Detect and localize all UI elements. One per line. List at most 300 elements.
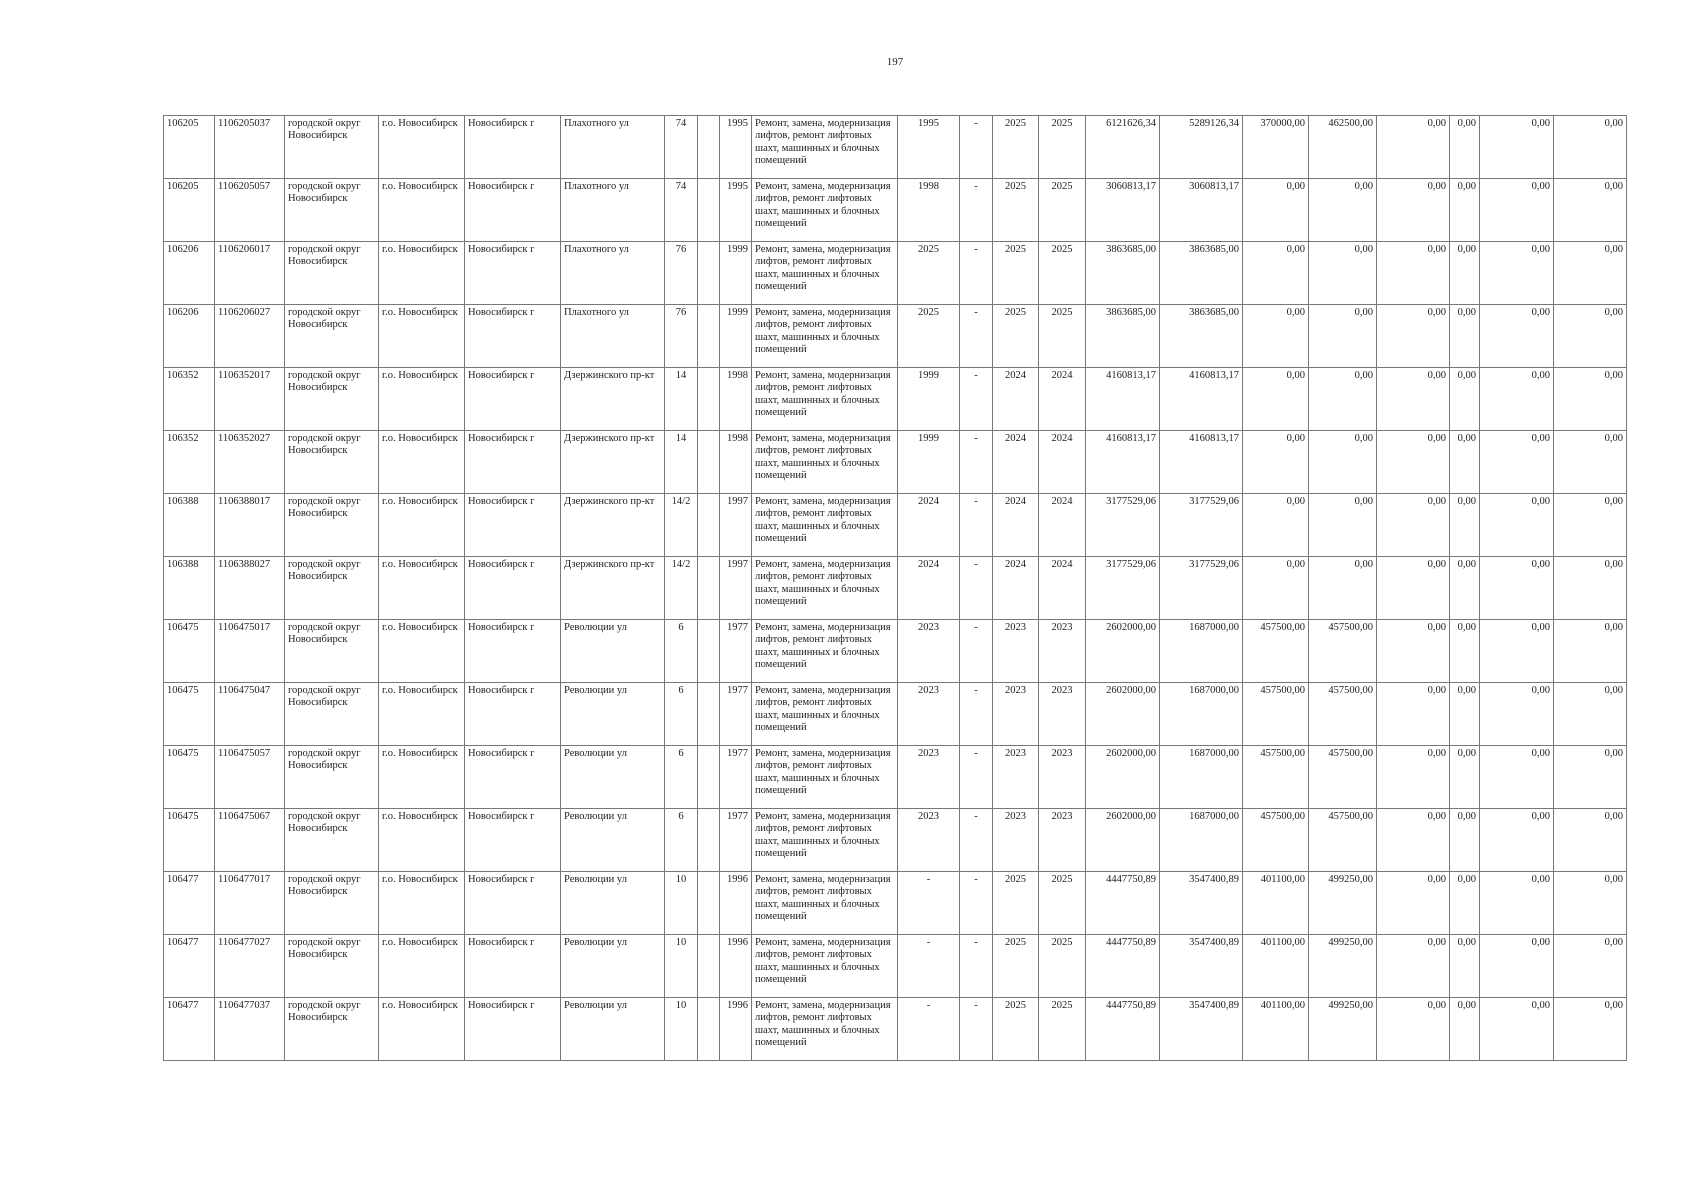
cell-plan-year-end: 2025 xyxy=(1039,872,1086,935)
page-number: 197 xyxy=(886,56,904,68)
cell-municipality: городской округ Новосибирск xyxy=(285,242,379,305)
cell-building xyxy=(698,809,720,872)
cell-street: Революции ул xyxy=(561,809,665,872)
cell-cost-local: 0,00 xyxy=(1450,620,1480,683)
cell-district: г.о. Новосибирск xyxy=(379,746,465,809)
cell-municipality: городской округ Новосибирск xyxy=(285,872,379,935)
cell-district: г.о. Новосибирск xyxy=(379,683,465,746)
cell-cost-other: 0,00 xyxy=(1480,305,1554,368)
cell-building xyxy=(698,557,720,620)
cell-cost-local: 0,00 xyxy=(1450,368,1480,431)
cell-year-overhaul: - xyxy=(960,431,993,494)
cell-year-commissioning: 2023 xyxy=(898,746,960,809)
cell-object-code: 1106206027 xyxy=(215,305,285,368)
cell-cost-budget: 457500,00 xyxy=(1309,809,1377,872)
cell-cost-fund: 3177529,06 xyxy=(1160,494,1243,557)
cell-cost-other: 0,00 xyxy=(1480,494,1554,557)
cell-cost-budget: 462500,00 xyxy=(1309,116,1377,179)
cell-cost-other: 0,00 xyxy=(1480,242,1554,305)
cell-cost-owners: 0,00 xyxy=(1243,368,1309,431)
cell-cost-budget: 457500,00 xyxy=(1309,683,1377,746)
cell-plan-year-start: 2025 xyxy=(993,305,1039,368)
cell-total-cost: 3177529,06 xyxy=(1086,494,1160,557)
cell-year-overhaul: - xyxy=(960,683,993,746)
cell-municipality: городской округ Новосибирск xyxy=(285,620,379,683)
cell-cost-owners: 0,00 xyxy=(1243,242,1309,305)
cell-work-type: Ремонт, замена, модернизация лифтов, ремонт лифтовых шахт, машинных и блочных помещений xyxy=(752,557,898,620)
cell-year-built: 1999 xyxy=(720,305,752,368)
cell-house-number: 6 xyxy=(665,809,698,872)
cell-cost-other: 0,00 xyxy=(1480,683,1554,746)
registry-body xyxy=(164,116,1627,1061)
cell-cost-regional: 0,00 xyxy=(1377,746,1450,809)
cell-cost-extra: 0,00 xyxy=(1554,557,1627,620)
cell-row-id: 106475 xyxy=(164,809,215,872)
cell-cost-extra: 0,00 xyxy=(1554,368,1627,431)
cell-cost-fund: 1687000,00 xyxy=(1160,809,1243,872)
cell-cost-budget: 0,00 xyxy=(1309,431,1377,494)
cell-cost-regional: 0,00 xyxy=(1377,998,1450,1061)
cell-cost-extra: 0,00 xyxy=(1554,431,1627,494)
cell-row-id: 106475 xyxy=(164,620,215,683)
cell-year-commissioning: 2025 xyxy=(898,242,960,305)
cell-municipality: городской округ Новосибирск xyxy=(285,116,379,179)
cell-plan-year-end: 2025 xyxy=(1039,179,1086,242)
cell-total-cost: 2602000,00 xyxy=(1086,809,1160,872)
cell-year-commissioning: 2023 xyxy=(898,620,960,683)
cell-work-type: Ремонт, замена, модернизация лифтов, ремонт лифтовых шахт, машинных и блочных помещений xyxy=(752,368,898,431)
cell-district: г.о. Новосибирск xyxy=(379,935,465,998)
cell-district: г.о. Новосибирск xyxy=(379,809,465,872)
cell-cost-local: 0,00 xyxy=(1450,809,1480,872)
cell-cost-fund: 3863685,00 xyxy=(1160,242,1243,305)
table-row xyxy=(164,305,1627,368)
table-row xyxy=(164,683,1627,746)
cell-cost-fund: 4160813,17 xyxy=(1160,431,1243,494)
cell-cost-regional: 0,00 xyxy=(1377,935,1450,998)
cell-total-cost: 3863685,00 xyxy=(1086,242,1160,305)
cell-building xyxy=(698,242,720,305)
cell-cost-regional: 0,00 xyxy=(1377,242,1450,305)
cell-house-number: 74 xyxy=(665,179,698,242)
cell-year-built: 1997 xyxy=(720,557,752,620)
cell-settlement: Новосибирск г xyxy=(465,935,561,998)
cell-cost-extra: 0,00 xyxy=(1554,116,1627,179)
cell-row-id: 106205 xyxy=(164,116,215,179)
cell-cost-owners: 0,00 xyxy=(1243,557,1309,620)
cell-settlement: Новосибирск г xyxy=(465,116,561,179)
cell-object-code: 1106477017 xyxy=(215,872,285,935)
table-row xyxy=(164,746,1627,809)
cell-municipality: городской округ Новосибирск xyxy=(285,494,379,557)
cell-house-number: 6 xyxy=(665,683,698,746)
cell-cost-other: 0,00 xyxy=(1480,368,1554,431)
cell-cost-owners: 0,00 xyxy=(1243,305,1309,368)
cell-work-type: Ремонт, замена, модернизация лифтов, ремонт лифтовых шахт, машинных и блочных помещений xyxy=(752,620,898,683)
cell-year-built: 1996 xyxy=(720,935,752,998)
cell-plan-year-end: 2024 xyxy=(1039,368,1086,431)
table-row xyxy=(164,557,1627,620)
cell-settlement: Новосибирск г xyxy=(465,431,561,494)
cell-work-type: Ремонт, замена, модернизация лифтов, ремонт лифтовых шахт, машинных и блочных помещений xyxy=(752,683,898,746)
cell-cost-regional: 0,00 xyxy=(1377,116,1450,179)
cell-cost-local: 0,00 xyxy=(1450,998,1480,1061)
cell-house-number: 10 xyxy=(665,998,698,1061)
cell-plan-year-end: 2025 xyxy=(1039,998,1086,1061)
cell-object-code: 1106352017 xyxy=(215,368,285,431)
cell-street: Революции ул xyxy=(561,620,665,683)
cell-cost-budget: 0,00 xyxy=(1309,242,1377,305)
cell-cost-fund: 5289126,34 xyxy=(1160,116,1243,179)
cell-district: г.о. Новосибирск xyxy=(379,557,465,620)
cell-year-commissioning: - xyxy=(898,998,960,1061)
cell-work-type: Ремонт, замена, модернизация лифтов, ремонт лифтовых шахт, машинных и блочных помещений xyxy=(752,746,898,809)
cell-cost-local: 0,00 xyxy=(1450,431,1480,494)
cell-object-code: 1106205057 xyxy=(215,179,285,242)
cell-plan-year-end: 2024 xyxy=(1039,431,1086,494)
cell-cost-budget: 0,00 xyxy=(1309,368,1377,431)
cell-cost-other: 0,00 xyxy=(1480,116,1554,179)
cell-cost-budget: 0,00 xyxy=(1309,494,1377,557)
cell-year-overhaul: - xyxy=(960,809,993,872)
cell-work-type: Ремонт, замена, модернизация лифтов, ремонт лифтовых шахт, машинных и блочных помещений xyxy=(752,935,898,998)
cell-object-code: 1106475047 xyxy=(215,683,285,746)
cell-cost-other: 0,00 xyxy=(1480,557,1554,620)
cell-plan-year-end: 2025 xyxy=(1039,935,1086,998)
cell-cost-fund: 3060813,17 xyxy=(1160,179,1243,242)
cell-cost-owners: 370000,00 xyxy=(1243,116,1309,179)
cell-municipality: городской округ Новосибирск xyxy=(285,431,379,494)
cell-plan-year-end: 2024 xyxy=(1039,557,1086,620)
cell-year-built: 1997 xyxy=(720,494,752,557)
cell-year-built: 1996 xyxy=(720,998,752,1061)
cell-cost-budget: 0,00 xyxy=(1309,179,1377,242)
cell-cost-owners: 457500,00 xyxy=(1243,809,1309,872)
cell-object-code: 1106475067 xyxy=(215,809,285,872)
cell-total-cost: 4447750,89 xyxy=(1086,872,1160,935)
cell-year-overhaul: - xyxy=(960,620,993,683)
cell-work-type: Ремонт, замена, модернизация лифтов, ремонт лифтовых шахт, машинных и блочных помещений xyxy=(752,872,898,935)
cell-row-id: 106352 xyxy=(164,368,215,431)
cell-street: Революции ул xyxy=(561,935,665,998)
cell-plan-year-start: 2023 xyxy=(993,809,1039,872)
cell-district: г.о. Новосибирск xyxy=(379,494,465,557)
cell-district: г.о. Новосибирск xyxy=(379,242,465,305)
cell-settlement: Новосибирск г xyxy=(465,494,561,557)
cell-district: г.о. Новосибирск xyxy=(379,872,465,935)
cell-row-id: 106352 xyxy=(164,431,215,494)
table-row xyxy=(164,368,1627,431)
cell-cost-budget: 499250,00 xyxy=(1309,935,1377,998)
cell-cost-local: 0,00 xyxy=(1450,935,1480,998)
cell-cost-extra: 0,00 xyxy=(1554,683,1627,746)
cell-cost-budget: 0,00 xyxy=(1309,557,1377,620)
cell-plan-year-start: 2025 xyxy=(993,242,1039,305)
cell-cost-local: 0,00 xyxy=(1450,746,1480,809)
cell-object-code: 1106477037 xyxy=(215,998,285,1061)
cell-total-cost: 3863685,00 xyxy=(1086,305,1160,368)
cell-row-id: 106206 xyxy=(164,242,215,305)
cell-cost-other: 0,00 xyxy=(1480,998,1554,1061)
cell-cost-owners: 457500,00 xyxy=(1243,683,1309,746)
cell-municipality: городской округ Новосибирск xyxy=(285,557,379,620)
cell-total-cost: 2602000,00 xyxy=(1086,683,1160,746)
cell-cost-budget: 499250,00 xyxy=(1309,998,1377,1061)
cell-year-built: 1995 xyxy=(720,116,752,179)
cell-street: Плахотного ул xyxy=(561,116,665,179)
cell-cost-local: 0,00 xyxy=(1450,305,1480,368)
cell-settlement: Новосибирск г xyxy=(465,746,561,809)
cell-row-id: 106475 xyxy=(164,683,215,746)
cell-year-commissioning: 1999 xyxy=(898,431,960,494)
cell-settlement: Новосибирск г xyxy=(465,620,561,683)
cell-cost-extra: 0,00 xyxy=(1554,305,1627,368)
cell-row-id: 106388 xyxy=(164,557,215,620)
cell-year-built: 1996 xyxy=(720,872,752,935)
cell-plan-year-end: 2023 xyxy=(1039,809,1086,872)
cell-municipality: городской округ Новосибирск xyxy=(285,998,379,1061)
cell-street: Революции ул xyxy=(561,746,665,809)
cell-cost-fund: 3863685,00 xyxy=(1160,305,1243,368)
cell-street: Революции ул xyxy=(561,872,665,935)
cell-plan-year-start: 2025 xyxy=(993,179,1039,242)
cell-district: г.о. Новосибирск xyxy=(379,368,465,431)
cell-cost-other: 0,00 xyxy=(1480,179,1554,242)
cell-cost-regional: 0,00 xyxy=(1377,872,1450,935)
cell-cost-owners: 401100,00 xyxy=(1243,935,1309,998)
cell-district: г.о. Новосибирск xyxy=(379,998,465,1061)
cell-settlement: Новосибирск г xyxy=(465,998,561,1061)
cell-municipality: городской округ Новосибирск xyxy=(285,935,379,998)
cell-plan-year-start: 2025 xyxy=(993,116,1039,179)
cell-settlement: Новосибирск г xyxy=(465,305,561,368)
cell-building xyxy=(698,746,720,809)
table-row xyxy=(164,494,1627,557)
table-row xyxy=(164,998,1627,1061)
cell-settlement: Новосибирск г xyxy=(465,683,561,746)
cell-cost-other: 0,00 xyxy=(1480,431,1554,494)
cell-year-built: 1998 xyxy=(720,431,752,494)
cell-street: Революции ул xyxy=(561,683,665,746)
cell-cost-regional: 0,00 xyxy=(1377,494,1450,557)
cell-municipality: городской округ Новосибирск xyxy=(285,683,379,746)
cell-street: Дзержинского пр-кт xyxy=(561,368,665,431)
cell-cost-other: 0,00 xyxy=(1480,935,1554,998)
cell-object-code: 1106206017 xyxy=(215,242,285,305)
cell-work-type: Ремонт, замена, модернизация лифтов, ремонт лифтовых шахт, машинных и блочных помещений xyxy=(752,494,898,557)
cell-work-type: Ремонт, замена, модернизация лифтов, ремонт лифтовых шахт, машинных и блочных помещений xyxy=(752,431,898,494)
cell-plan-year-end: 2024 xyxy=(1039,494,1086,557)
cell-cost-budget: 457500,00 xyxy=(1309,746,1377,809)
cell-district: г.о. Новосибирск xyxy=(379,305,465,368)
cell-cost-local: 0,00 xyxy=(1450,557,1480,620)
cell-cost-extra: 0,00 xyxy=(1554,746,1627,809)
cell-year-commissioning: 2024 xyxy=(898,557,960,620)
cell-year-commissioning: 2023 xyxy=(898,809,960,872)
cell-street: Дзержинского пр-кт xyxy=(561,494,665,557)
cell-house-number: 76 xyxy=(665,305,698,368)
cell-building xyxy=(698,998,720,1061)
cell-building xyxy=(698,179,720,242)
cell-year-built: 1998 xyxy=(720,368,752,431)
cell-municipality: городской округ Новосибирск xyxy=(285,746,379,809)
cell-settlement: Новосибирск г xyxy=(465,809,561,872)
cell-building xyxy=(698,935,720,998)
table-row xyxy=(164,809,1627,872)
cell-cost-other: 0,00 xyxy=(1480,746,1554,809)
cell-plan-year-start: 2025 xyxy=(993,998,1039,1061)
cell-street: Плахотного ул xyxy=(561,305,665,368)
cell-street: Революции ул xyxy=(561,998,665,1061)
cell-house-number: 6 xyxy=(665,620,698,683)
cell-plan-year-start: 2023 xyxy=(993,683,1039,746)
cell-building xyxy=(698,431,720,494)
cell-row-id: 106475 xyxy=(164,746,215,809)
cell-cost-extra: 0,00 xyxy=(1554,809,1627,872)
cell-cost-regional: 0,00 xyxy=(1377,557,1450,620)
cell-settlement: Новосибирск г xyxy=(465,242,561,305)
cell-cost-extra: 0,00 xyxy=(1554,179,1627,242)
cell-cost-fund: 1687000,00 xyxy=(1160,620,1243,683)
cell-row-id: 106206 xyxy=(164,305,215,368)
cell-cost-local: 0,00 xyxy=(1450,242,1480,305)
cell-plan-year-end: 2023 xyxy=(1039,683,1086,746)
cell-object-code: 1106477027 xyxy=(215,935,285,998)
cell-total-cost: 3060813,17 xyxy=(1086,179,1160,242)
cell-plan-year-start: 2023 xyxy=(993,746,1039,809)
cell-year-overhaul: - xyxy=(960,116,993,179)
cell-building xyxy=(698,872,720,935)
cell-year-built: 1977 xyxy=(720,809,752,872)
cell-work-type: Ремонт, замена, модернизация лифтов, ремонт лифтовых шахт, машинных и блочных помещений xyxy=(752,242,898,305)
cell-cost-fund: 3547400,89 xyxy=(1160,935,1243,998)
cell-cost-extra: 0,00 xyxy=(1554,935,1627,998)
cell-cost-fund: 3177529,06 xyxy=(1160,557,1243,620)
cell-house-number: 74 xyxy=(665,116,698,179)
cell-cost-local: 0,00 xyxy=(1450,494,1480,557)
cell-building xyxy=(698,620,720,683)
cell-year-built: 1977 xyxy=(720,620,752,683)
cell-cost-owners: 0,00 xyxy=(1243,179,1309,242)
cell-year-built: 1977 xyxy=(720,683,752,746)
cell-row-id: 106477 xyxy=(164,935,215,998)
cell-house-number: 76 xyxy=(665,242,698,305)
cell-year-overhaul: - xyxy=(960,242,993,305)
table-row xyxy=(164,431,1627,494)
cell-cost-fund: 1687000,00 xyxy=(1160,746,1243,809)
cell-cost-fund: 3547400,89 xyxy=(1160,998,1243,1061)
cell-cost-local: 0,00 xyxy=(1450,872,1480,935)
cell-building xyxy=(698,305,720,368)
cell-house-number: 10 xyxy=(665,935,698,998)
cell-municipality: городской округ Новосибирск xyxy=(285,809,379,872)
cell-total-cost: 4447750,89 xyxy=(1086,935,1160,998)
cell-cost-owners: 457500,00 xyxy=(1243,620,1309,683)
cell-plan-year-start: 2024 xyxy=(993,368,1039,431)
table-row xyxy=(164,620,1627,683)
cell-year-overhaul: - xyxy=(960,998,993,1061)
cell-cost-fund: 1687000,00 xyxy=(1160,683,1243,746)
cell-cost-owners: 457500,00 xyxy=(1243,746,1309,809)
cell-year-commissioning: 2023 xyxy=(898,683,960,746)
cell-work-type: Ремонт, замена, модернизация лифтов, ремонт лифтовых шахт, машинных и блочных помещений xyxy=(752,809,898,872)
cell-row-id: 106388 xyxy=(164,494,215,557)
table-row xyxy=(164,935,1627,998)
cell-cost-owners: 401100,00 xyxy=(1243,998,1309,1061)
cell-row-id: 106477 xyxy=(164,872,215,935)
cell-total-cost: 6121626,34 xyxy=(1086,116,1160,179)
cell-year-built: 1977 xyxy=(720,746,752,809)
cell-municipality: городской округ Новосибирск xyxy=(285,368,379,431)
cell-cost-extra: 0,00 xyxy=(1554,494,1627,557)
cell-work-type: Ремонт, замена, модернизация лифтов, ремонт лифтовых шахт, машинных и блочных помещений xyxy=(752,116,898,179)
cell-cost-extra: 0,00 xyxy=(1554,242,1627,305)
cell-cost-regional: 0,00 xyxy=(1377,431,1450,494)
table-row xyxy=(164,872,1627,935)
table-row xyxy=(164,116,1627,179)
cell-year-commissioning: 2024 xyxy=(898,494,960,557)
cell-plan-year-end: 2025 xyxy=(1039,116,1086,179)
cell-row-id: 106477 xyxy=(164,998,215,1061)
cell-street: Дзержинского пр-кт xyxy=(561,431,665,494)
cell-cost-regional: 0,00 xyxy=(1377,368,1450,431)
cell-total-cost: 3177529,06 xyxy=(1086,557,1160,620)
cell-year-overhaul: - xyxy=(960,368,993,431)
cell-year-commissioning: - xyxy=(898,935,960,998)
cell-building xyxy=(698,116,720,179)
cell-district: г.о. Новосибирск xyxy=(379,431,465,494)
cell-row-id: 106205 xyxy=(164,179,215,242)
cell-plan-year-start: 2024 xyxy=(993,557,1039,620)
cell-object-code: 1106352027 xyxy=(215,431,285,494)
cell-object-code: 1106475057 xyxy=(215,746,285,809)
cell-object-code: 1106475017 xyxy=(215,620,285,683)
cell-year-commissioning: 1999 xyxy=(898,368,960,431)
cell-object-code: 1106388017 xyxy=(215,494,285,557)
cell-municipality: городской округ Новосибирск xyxy=(285,305,379,368)
cell-plan-year-end: 2023 xyxy=(1039,620,1086,683)
cell-district: г.о. Новосибирск xyxy=(379,620,465,683)
cell-settlement: Новосибирск г xyxy=(465,368,561,431)
cell-plan-year-start: 2023 xyxy=(993,620,1039,683)
table-row xyxy=(164,242,1627,305)
cell-house-number: 6 xyxy=(665,746,698,809)
cell-settlement: Новосибирск г xyxy=(465,557,561,620)
cell-cost-owners: 0,00 xyxy=(1243,431,1309,494)
cell-cost-regional: 0,00 xyxy=(1377,620,1450,683)
cell-cost-regional: 0,00 xyxy=(1377,809,1450,872)
cell-total-cost: 4160813,17 xyxy=(1086,368,1160,431)
cell-work-type: Ремонт, замена, модернизация лифтов, ремонт лифтовых шахт, машинных и блочных помещений xyxy=(752,179,898,242)
cell-cost-local: 0,00 xyxy=(1450,116,1480,179)
cell-cost-budget: 457500,00 xyxy=(1309,620,1377,683)
cell-cost-local: 0,00 xyxy=(1450,179,1480,242)
cell-plan-year-start: 2024 xyxy=(993,431,1039,494)
cell-year-commissioning: 2025 xyxy=(898,305,960,368)
cell-cost-extra: 0,00 xyxy=(1554,620,1627,683)
cell-year-overhaul: - xyxy=(960,494,993,557)
cell-cost-fund: 4160813,17 xyxy=(1160,368,1243,431)
cell-cost-other: 0,00 xyxy=(1480,872,1554,935)
cell-cost-local: 0,00 xyxy=(1450,683,1480,746)
cell-object-code: 1106388027 xyxy=(215,557,285,620)
cell-year-overhaul: - xyxy=(960,935,993,998)
cell-year-overhaul: - xyxy=(960,872,993,935)
cell-year-overhaul: - xyxy=(960,746,993,809)
cell-building xyxy=(698,368,720,431)
cell-street: Дзержинского пр-кт xyxy=(561,557,665,620)
cell-settlement: Новосибирск г xyxy=(465,179,561,242)
